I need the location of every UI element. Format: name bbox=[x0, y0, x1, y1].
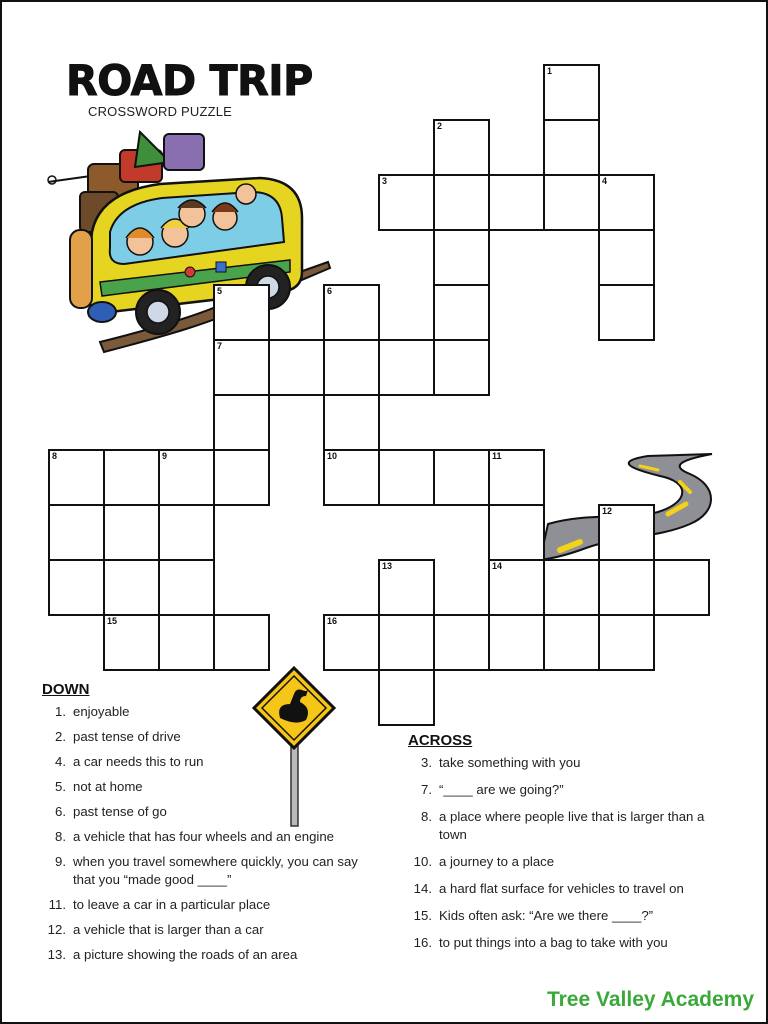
clue-number: 15. bbox=[413, 908, 432, 923]
clue-number: 10 bbox=[327, 451, 338, 461]
crossword-cell[interactable] bbox=[158, 559, 215, 616]
clue-number: 3 bbox=[382, 176, 388, 186]
clue-number: 4 bbox=[602, 176, 608, 186]
clue-number: 12 bbox=[602, 506, 613, 516]
clue-text: to put things into a bag to take with you bbox=[439, 935, 668, 950]
crossword-cell[interactable] bbox=[598, 174, 655, 231]
clue-number: 16. bbox=[413, 935, 432, 950]
down-clue bbox=[42, 921, 382, 939]
crossword-cell[interactable] bbox=[323, 284, 380, 341]
clue-number: 9. bbox=[55, 854, 66, 869]
clue-number: 4. bbox=[55, 754, 66, 769]
clue-number: 11 bbox=[492, 451, 502, 461]
across-clue bbox=[408, 853, 728, 871]
clue-text: a picture showing the roads of an area bbox=[73, 947, 298, 962]
clue-text: a vehicle that has four wheels and an engine bbox=[73, 829, 335, 844]
clue-number: 1 bbox=[547, 66, 553, 76]
clue-number: 5 bbox=[217, 286, 223, 296]
crossword-cell[interactable] bbox=[378, 449, 435, 506]
clue-text: enjoyable bbox=[73, 704, 130, 719]
down-clue bbox=[42, 778, 382, 796]
clue-number: 6 bbox=[327, 286, 333, 296]
crossword-cell[interactable] bbox=[598, 284, 655, 341]
crossword-cell[interactable] bbox=[543, 119, 600, 176]
crossword-cell[interactable] bbox=[378, 669, 435, 726]
crossword-cell[interactable] bbox=[598, 229, 655, 286]
across-clue bbox=[408, 808, 728, 844]
clue-number: 9 bbox=[162, 451, 168, 461]
crossword-cell[interactable] bbox=[433, 284, 490, 341]
down-clue bbox=[42, 853, 382, 889]
clue-text: a place where people live that is larger than a town bbox=[439, 809, 705, 842]
crossword-cell[interactable] bbox=[488, 174, 545, 231]
crossword-cell[interactable] bbox=[268, 339, 325, 396]
crossword-cell[interactable] bbox=[543, 64, 600, 121]
clue-number: 11. bbox=[48, 897, 66, 912]
crossword-cell[interactable] bbox=[378, 174, 435, 231]
crossword-cell[interactable] bbox=[543, 614, 600, 671]
clue-text: a journey to a place bbox=[439, 854, 555, 869]
clue-number: 8. bbox=[55, 829, 66, 844]
down-clue bbox=[42, 828, 382, 846]
crossword-cell[interactable] bbox=[323, 394, 380, 451]
crossword-cell[interactable] bbox=[488, 614, 545, 671]
crossword-cell[interactable] bbox=[433, 614, 490, 671]
clue-text: a vehicle that is larger than a car bbox=[73, 922, 264, 937]
crossword-cell[interactable] bbox=[543, 174, 600, 231]
clue-number: 2. bbox=[55, 729, 66, 744]
crossword-cell[interactable] bbox=[103, 614, 160, 671]
down-heading: DOWN bbox=[42, 681, 90, 698]
down-clue bbox=[42, 703, 382, 721]
clue-text: “____ are we going?” bbox=[439, 782, 564, 797]
crossword-cell[interactable] bbox=[48, 504, 105, 561]
clue-number: 10. bbox=[413, 854, 432, 869]
crossword-cell[interactable] bbox=[488, 559, 545, 616]
down-clue bbox=[42, 946, 382, 964]
down-clue bbox=[42, 803, 382, 821]
crossword-cell[interactable] bbox=[323, 614, 380, 671]
crossword-cell[interactable] bbox=[213, 614, 270, 671]
crossword-cell[interactable] bbox=[323, 339, 380, 396]
page-title: ROAD TRIP bbox=[66, 56, 313, 105]
crossword-cell[interactable] bbox=[213, 339, 270, 396]
page-subtitle: CROSSWORD PUZZLE bbox=[88, 104, 233, 119]
crossword-cell[interactable] bbox=[598, 614, 655, 671]
crossword-cell[interactable] bbox=[158, 449, 215, 506]
across-clue bbox=[408, 907, 728, 925]
clue-number: 7. bbox=[421, 782, 432, 797]
clue-text: not at home bbox=[73, 779, 143, 794]
crossword-cell[interactable] bbox=[158, 614, 215, 671]
clue-number: 3. bbox=[421, 755, 432, 770]
crossword-cell[interactable] bbox=[543, 559, 600, 616]
crossword-cell[interactable] bbox=[378, 559, 435, 616]
clue-text: a car needs this to run bbox=[73, 754, 204, 769]
clue-number: 8. bbox=[421, 809, 432, 824]
crossword-cell[interactable] bbox=[488, 504, 545, 561]
crossword-cell[interactable] bbox=[433, 449, 490, 506]
clue-number: 7 bbox=[217, 341, 223, 351]
crossword-cell[interactable] bbox=[323, 449, 380, 506]
crossword-cell[interactable] bbox=[433, 229, 490, 286]
clue-text: Kids often ask: “Are we there ____?” bbox=[439, 908, 654, 923]
clue-number: 14. bbox=[413, 881, 432, 896]
crossword-cell[interactable] bbox=[48, 559, 105, 616]
crossword-cell[interactable] bbox=[103, 559, 160, 616]
clue-number: 13. bbox=[47, 947, 66, 962]
across-heading: ACROSS bbox=[408, 732, 473, 749]
clue-number: 2 bbox=[437, 121, 443, 131]
crossword-cell[interactable] bbox=[48, 449, 105, 506]
down-clue bbox=[42, 896, 382, 914]
crossword-cell[interactable] bbox=[378, 339, 435, 396]
down-clue bbox=[42, 753, 382, 771]
down-clues bbox=[42, 703, 382, 971]
crossword-cell[interactable] bbox=[433, 174, 490, 231]
clue-text: past tense of drive bbox=[73, 729, 181, 744]
across-clue bbox=[408, 934, 728, 952]
clue-text: to leave a car in a particular place bbox=[73, 897, 271, 912]
clue-text: when you travel somewhere quickly, you can say that you “made good ____” bbox=[73, 854, 358, 887]
crossword-cell[interactable] bbox=[488, 449, 545, 506]
crossword-cell[interactable] bbox=[433, 119, 490, 176]
clue-text: take something with you bbox=[439, 755, 581, 770]
across-clue bbox=[408, 754, 728, 772]
crossword-cell[interactable] bbox=[158, 504, 215, 561]
crossword-cell[interactable] bbox=[213, 284, 270, 341]
crossword-cell[interactable] bbox=[433, 339, 490, 396]
clue-number: 1. bbox=[55, 704, 66, 719]
clue-text: past tense of go bbox=[73, 804, 167, 819]
clue-number: 16 bbox=[327, 616, 338, 626]
clue-text: a hard flat surface for vehicles to travel on bbox=[439, 881, 684, 896]
down-clue bbox=[42, 728, 382, 746]
crossword-cell[interactable] bbox=[598, 559, 655, 616]
clue-number: 6. bbox=[55, 804, 66, 819]
brand-name: Tree Valley Academy bbox=[546, 988, 754, 1011]
clue-number: 13 bbox=[382, 561, 393, 571]
clue-number: 8 bbox=[52, 451, 58, 461]
clue-number: 5. bbox=[55, 779, 66, 794]
crossword-cell[interactable] bbox=[213, 394, 270, 451]
crossword-cell[interactable] bbox=[653, 559, 710, 616]
across-clue bbox=[408, 880, 728, 898]
crossword-cell[interactable] bbox=[103, 449, 160, 506]
crossword-cell[interactable] bbox=[598, 504, 655, 561]
crossword-cell[interactable] bbox=[378, 614, 435, 671]
clue-number: 14 bbox=[492, 561, 503, 571]
across-clue bbox=[408, 781, 728, 799]
clue-number: 15 bbox=[107, 616, 118, 626]
across-clues bbox=[408, 754, 728, 961]
clue-number: 12. bbox=[47, 922, 66, 937]
crossword-cell[interactable] bbox=[213, 449, 270, 506]
